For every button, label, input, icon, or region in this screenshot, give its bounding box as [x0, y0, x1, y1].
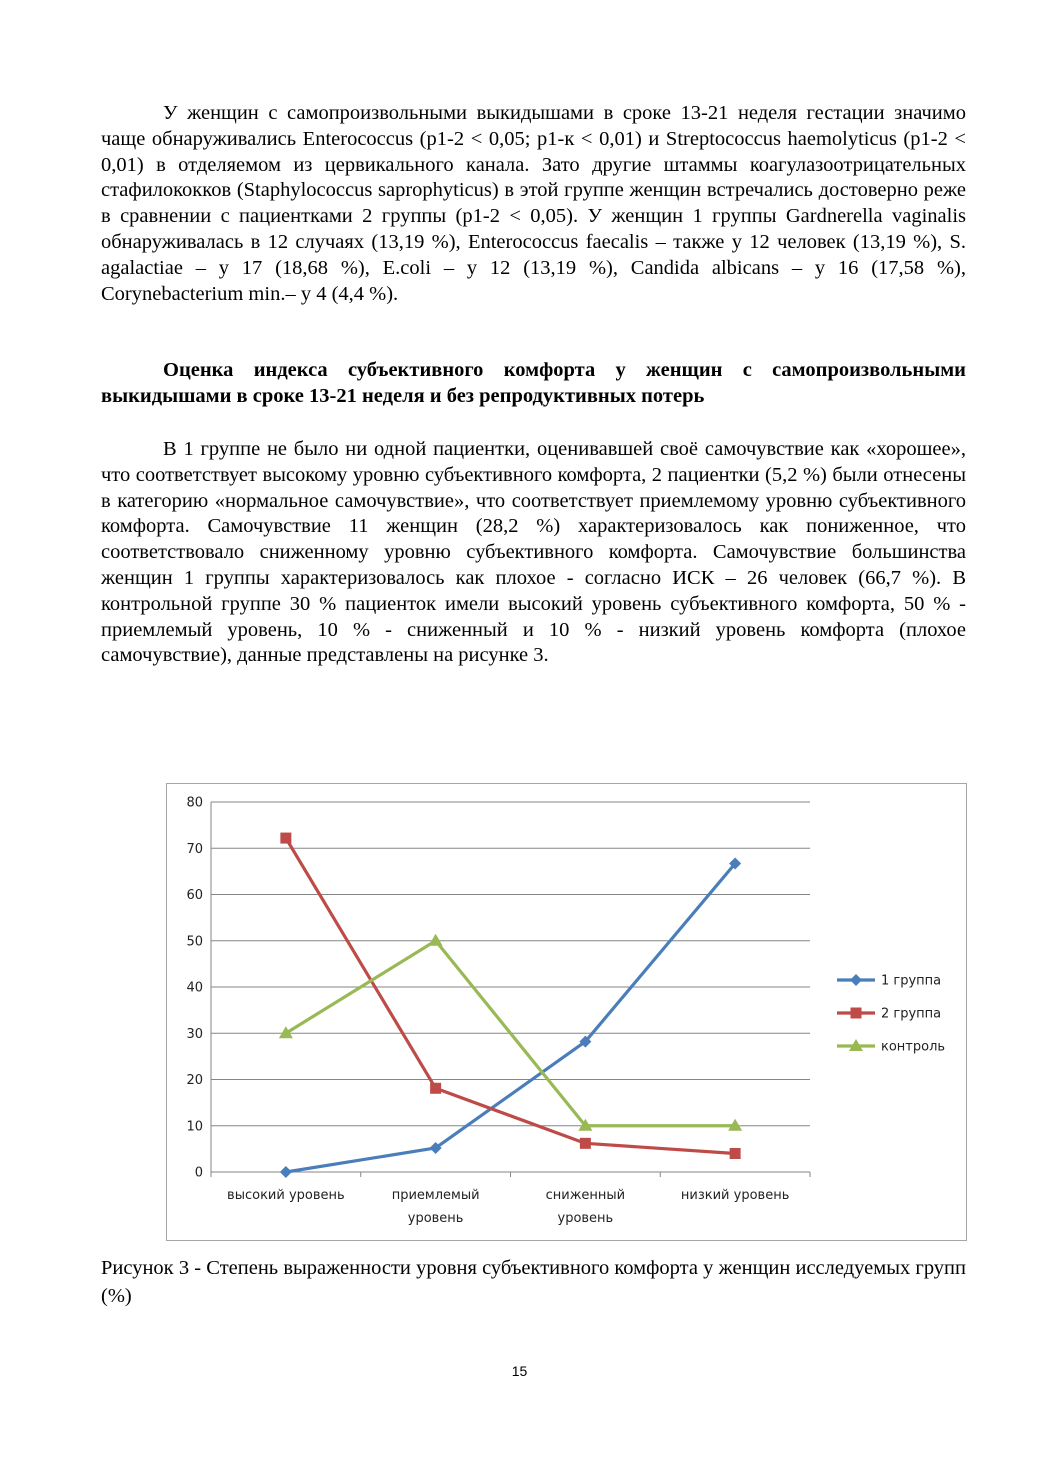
figure-caption: Рисунок 3 - Степень выраженности уровня субъективного комфорта у женщин исследуемых групп (%) — [101, 1257, 966, 1307]
data-point-series-2 — [580, 1138, 591, 1149]
data-point-series-1 — [280, 1166, 292, 1178]
y-tick-label: 30 — [186, 1026, 203, 1042]
section-heading: Оценка индекса субъективного комфорта у женщин с самопроизвольными выкидышами в сроке 13-21 неделя и без репродуктивных потерь — [101, 359, 966, 407]
data-point-series-2 — [730, 1148, 741, 1159]
paragraph-2: В 1 группе не было ни одной пациентки, оценивавшей своё самочувствие как «хорошее», что соответствует высокому уровню субъективного комфорта, 2 пациентки (5,2 %) были отнесены в категорию «нормальное самочувствие», что соответствует приемлемому уровню субъективного комфорта. Самочувствие 11 женщин (28,2 %) характеризовалось как пониженное, что соответствовало сниженному уровню субъективного комфорта. Самочувствие большинства женщин 1 группы характеризовалось как плохое - согласно ИСК – 26 человек (66,7 %). В контрольной группе 30 % пациенток имели высокий уровень субъективного комфорта, 50 % - приемлемый уровень, 10 % - сниженный и 10 % - низкий уровень комфорта (плохое самочувствие), данные представлены на рисунке 3. — [101, 438, 966, 667]
x-tick-label: высокий уровень — [227, 1188, 345, 1203]
data-point-series-3 — [279, 1026, 293, 1038]
y-tick-label: 20 — [186, 1073, 203, 1088]
legend-label: 2 группа — [881, 1006, 942, 1022]
figure-3-chart — [166, 783, 967, 1241]
x-tick-label: низкий уровень — [680, 1188, 790, 1203]
legend-marker — [851, 1008, 862, 1019]
y-tick-label: 0 — [194, 1165, 203, 1181]
y-tick-label: 40 — [186, 980, 203, 996]
x-tick-label: сниженный — [545, 1188, 626, 1203]
paragraph-1: У женщин с самопроизвольными выкидышами в сроке 13-21 неделя гестации значимо чаще обнаруживались Enterococcus (p1-2 < 0,05; p1-к < 0,01) и Streptococcus haemolyticus (p1-2 < 0,01) в отделяемом из цервикального канала. Зато другие штаммы коагулазоотрицательных стафилококков (Staphylococcus saprophyticus) в этой группе женщин встречались достоверно реже в сравнении с пациентками 2 группы (p1-2 < 0,05). У женщин 1 группы Gardnerella vaginalis обнаруживалась в 12 случаях (13,19 %), Enterococcus faecalis – также у 12 человек (13,19 %), S. agalactiae – у 17 (18,68 %), E.coli – у 12 (13,19 %), Candida albicans – у 16 (17,58 %), Corynebacterium min.– у 4 (4,4 %). — [101, 102, 966, 305]
data-point-series-2 — [430, 1083, 441, 1094]
page-number: 15 — [511, 1363, 528, 1379]
y-tick-label: 10 — [186, 1119, 203, 1135]
y-tick-label: 50 — [186, 934, 203, 950]
legend-label: контроль — [881, 1039, 946, 1055]
x-tick-label: приемлемый — [391, 1188, 480, 1203]
y-tick-label: 60 — [186, 888, 203, 903]
x-tick-label: уровень — [557, 1211, 614, 1226]
data-point-series-3 — [429, 934, 443, 946]
data-point-series-2 — [280, 833, 291, 844]
y-tick-label: 70 — [186, 841, 203, 857]
legend-label: 1 группа — [881, 973, 942, 989]
legend-marker — [850, 974, 862, 986]
series-line-2 — [286, 838, 735, 1153]
y-tick-label: 80 — [186, 795, 203, 811]
x-tick-label: уровень — [407, 1211, 464, 1226]
line-chart — [167, 784, 968, 1242]
